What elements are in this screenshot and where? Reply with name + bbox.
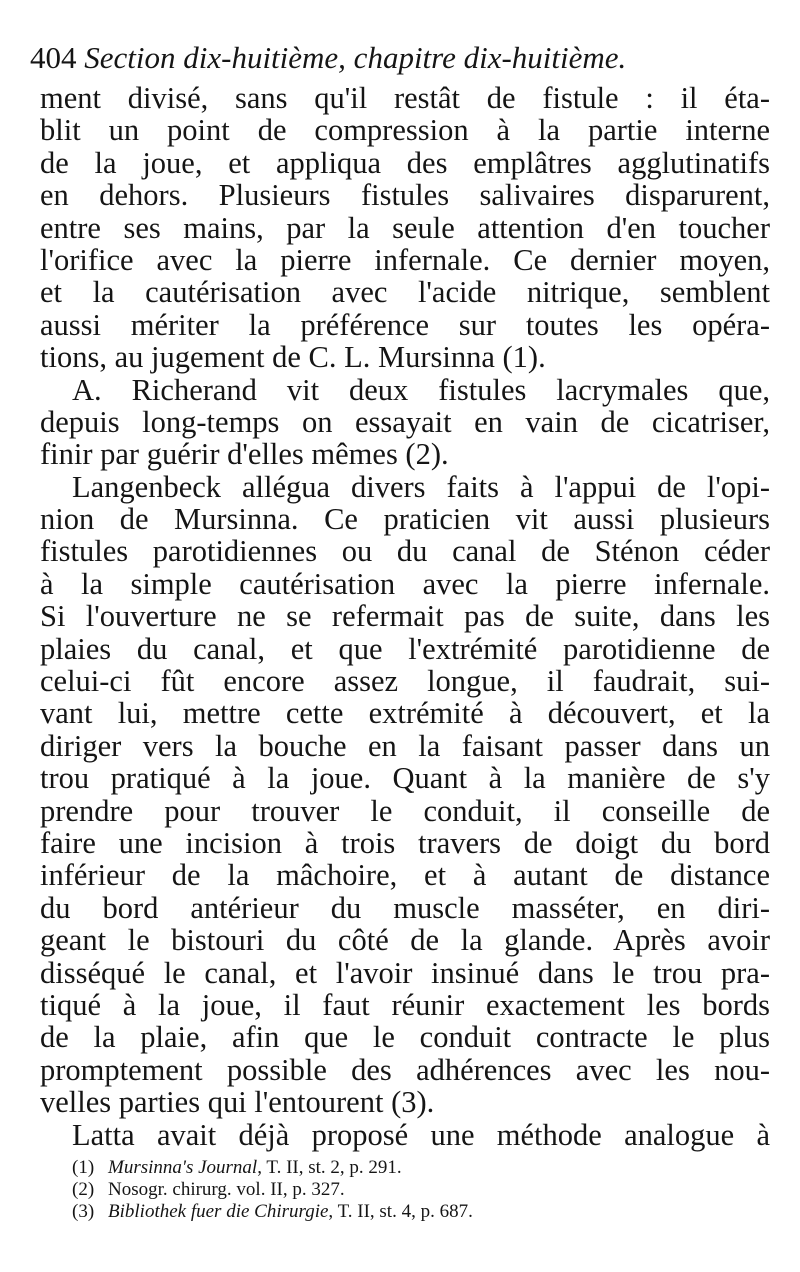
text-line: tions, au jugement de C. L. Mursinna (1). (40, 340, 546, 375)
text-line: trou pratiqué à la joue. Quant à la manière de s'y (40, 761, 770, 796)
footnote-detail: , T. II, st. 4, p. 687. (328, 1201, 473, 1222)
footnote (72, 1157, 762, 1179)
running-header (30, 38, 770, 78)
text-line: geant le bistouri du côté de la glande. Après avoir (40, 923, 770, 958)
footnote (72, 1179, 762, 1201)
text-line: finir par guérir d'elles mêmes (2). (40, 437, 449, 472)
text-line: aussi mériter la préférence sur toutes les opéra- (40, 307, 770, 342)
footnote (72, 1201, 762, 1223)
text-line: ment divisé, sans qu'il restât de fistule : il éta- (40, 81, 770, 115)
footnote-source: Nosogr. chirurg. vol. II, p. 327. (108, 1179, 345, 1200)
text-line: diriger vers la bouche en la faisant passer dans un (40, 728, 770, 763)
footnotes (72, 1157, 762, 1223)
footnote-detail: , T. II, st. 2, p. 291. (257, 1157, 402, 1178)
text-line: celui-ci fût encore assez longue, il faudrait, sui- (40, 664, 770, 699)
text-line: vant lui, mettre cette extrémité à découvert, et la (40, 696, 770, 731)
text-line: du bord antérieur du muscle masséter, en diri- (40, 890, 770, 925)
footnote-mark: (3) (72, 1201, 95, 1222)
footnote-source: Bibliothek fuer die Chirurgie (108, 1201, 329, 1222)
text-line: entre ses mains, par la seule attention d'en toucher (40, 210, 770, 245)
text-line: A. Richerand vit deux fistules lacrymales que, (72, 372, 770, 407)
text-line: Latta avait déjà proposé une méthode analogue à (72, 1117, 770, 1152)
text-line: velles parties qui l'entourent (3). (40, 1085, 435, 1120)
text-line: blit un point de compression à la partie interne (40, 113, 770, 148)
text-line: nion de Mursinna. Ce praticien vit aussi plusieurs (40, 502, 770, 537)
body-text (40, 82, 770, 1151)
text-line: Langenbeck allégua divers faits à l'appui de l'opi- (72, 469, 770, 504)
text-line: promptement possible des adhérences avec les nou- (40, 1052, 770, 1087)
text-line: faire une incision à trois travers de doigt du bord (40, 825, 770, 860)
text-line: Si l'ouverture ne se refermait pas de suite, dans les (40, 599, 770, 634)
text-line: prendre pour trouver le conduit, il conseille de (40, 793, 770, 828)
text-line: de la plaie, afin que le conduit contracte le plus (40, 1020, 770, 1055)
text-line: depuis long-temps on essayait en vain de cicatriser, (40, 404, 770, 439)
footnote-mark: (1) (72, 1157, 95, 1178)
text-line: à la simple cautérisation avec la pierre infernale. (40, 566, 770, 601)
text-line: tiqué à la joue, il faut réunir exactement les bords (40, 987, 770, 1022)
text-line: l'orifice avec la pierre infernale. Ce dernier moyen, (40, 242, 770, 277)
text-line: en dehors. Plusieurs fistules salivaires disparurent, (40, 178, 770, 213)
footnote-mark: (2) (72, 1179, 95, 1200)
page-number: 404 (30, 40, 77, 75)
running-title: Section dix-huitième, chapitre dix-huitième. (84, 40, 627, 75)
text-line: inférieur de la mâchoire, et à autant de distance (40, 858, 770, 893)
footnote-source: Mursinna's Journal (108, 1157, 258, 1178)
text-line: fistules parotidiennes ou du canal de Sténon céder (40, 534, 770, 569)
text-line: de la joue, et appliqua des emplâtres agglutinatifs (40, 145, 770, 180)
text-line: disséqué le canal, et l'avoir insinué dans le trou pra- (40, 955, 770, 990)
text-line: et la cautérisation avec l'acide nitrique, semblent (40, 275, 770, 310)
text-line: plaies du canal, et que l'extrémité parotidienne de (40, 631, 770, 666)
